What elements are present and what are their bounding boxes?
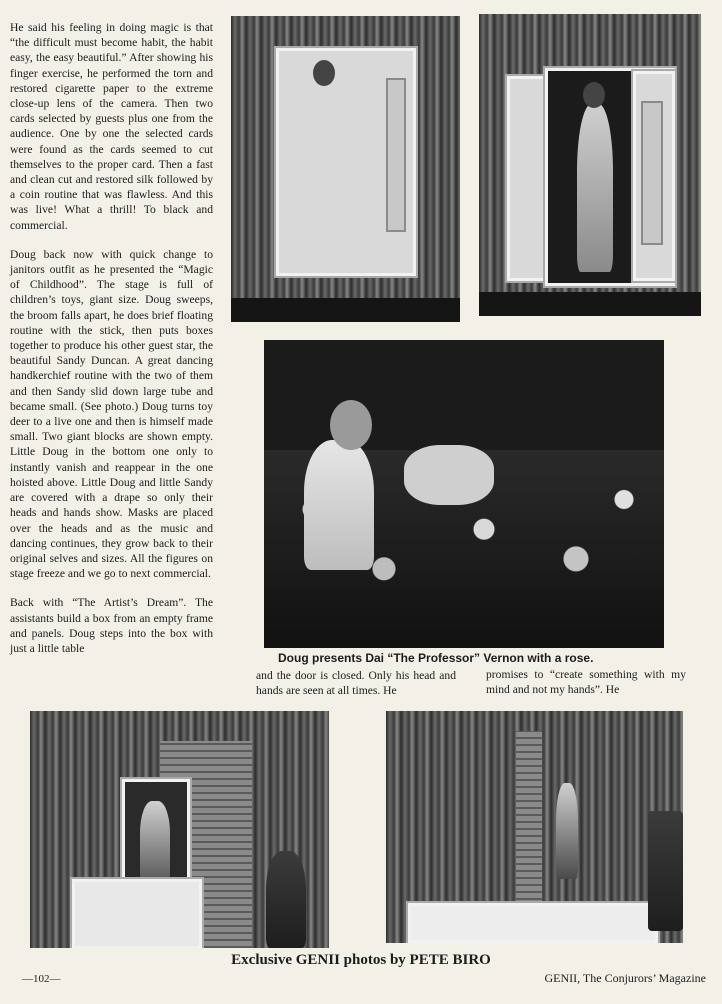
performer-on-platform [556,783,578,879]
performer-figure [577,104,613,272]
woman-figure [304,440,374,570]
rose-bouquet [404,445,494,505]
photo-caption: Doug presents Dai “The Professor” Vernon with a rose. [278,651,594,665]
magazine-name: GENII, The Conjurors’ Magazine [544,971,706,985]
paragraph-right-fragment: promises to “create something with my mind and not my hands”. He [486,668,686,697]
brick-column [516,731,542,921]
paragraph-2: Doug back now with quick change to janitors outfit as he presented the “Magic of Childhood”. The stage is full of children’s toys, giant size. Doug sweeps, the broom falls apart, he does brief floating routine with the stick, then puts boxes together to produce his other guest star, the beautiful Sandy Duncan. A great dancing handkerchief routine with the two of them and then Sandy slid down large tube and became small. (See photo.) Doug turns toy deer to a live one and then is himself made small. Two giant blocks are shown empty. Little Doug in the bottom one only to instantly vanish and reappear in the one hoisted above. Little Doug and little Sandy are covered with a drape so only their heads and hands show. Masks are placed over the heads and as the music and dancing continues, they grow back to their original selves and sizes. All the figures on stage freeze and we go to next commercial. [10,247,213,581]
performer-face-portrait [313,60,335,86]
paragraph-1: He said his feeling in doing magic is that “the difficult must become habit, the habit easy, the easy beautiful.” After showing his finger exercise, he performed the torn and restored cigarette paper to the extreme close-up lens of the camera. Then two cards selected by guests plus one from the audience. One by one the selected cards were found as the cards seemed to cut themselves to the proper card. Then a fast and clean cut and restored silk followed by a coin routine that was flawless. And this was live! What a thrill! To black and commercial. [10,21,213,232]
photo-artists-dream-left [30,711,329,948]
cabinet-right-door [631,69,677,283]
stage-platform [406,901,660,943]
cabinet-side-panel [386,78,406,232]
woman-head [330,400,372,450]
article-column [10,20,213,670]
stage-floor [479,292,701,316]
camera-equipment [648,811,683,931]
performer-in-box [140,801,170,881]
photo-open-cabinet [479,14,701,316]
photo-rose-presentation [264,340,664,648]
stage-floor [231,298,460,322]
cabinet-door-panel [641,101,663,245]
photo-artists-dream-right [386,711,683,943]
paragraph-middle-fragment: and the door is closed. Only his head and hands are seen at all times. He [256,669,456,698]
photo-credit: Exclusive GENII photos by PETE BIRO [231,952,491,968]
page-number: —102— [22,973,61,985]
performer-head [583,82,605,108]
photo-closed-cabinet [231,16,460,322]
paragraph-3: Back with “The Artist’s Dream”. The assistants build a box from an empty frame and panels. Doug steps into the box with just a little table [10,596,213,655]
table-box [70,877,204,948]
cameraman-figure [266,851,306,948]
cabinet [274,46,418,278]
